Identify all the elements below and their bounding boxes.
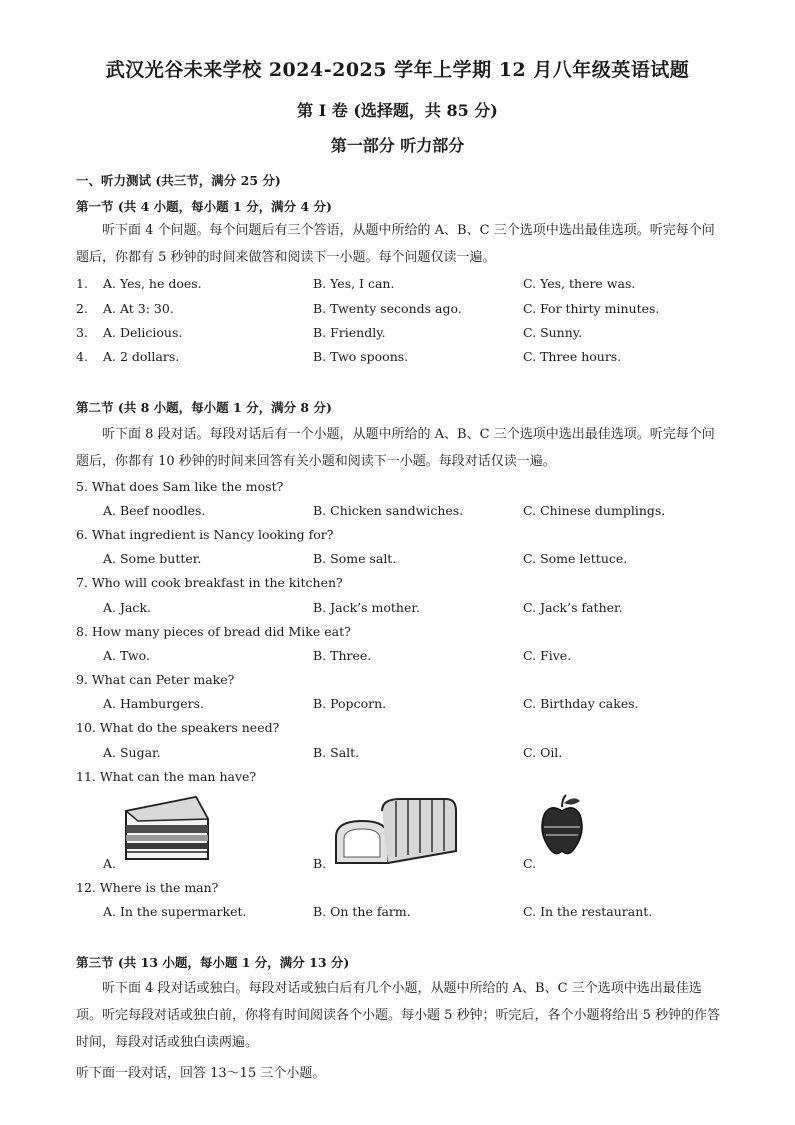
question-stem: 5. What does Sam like the most? (76, 479, 284, 494)
option-c: C. Oil. (523, 745, 563, 760)
option-c: C. For thirty minutes. (523, 301, 660, 316)
question-stem: 6. What ingredient is Nancy looking for? (76, 527, 334, 542)
question-row (76, 325, 726, 345)
option-a: A. Some butter. (103, 551, 202, 566)
option-a: A. Jack. (103, 600, 151, 615)
option-a: A. Beef noodles. (103, 503, 206, 518)
option-c-label: C. (523, 856, 537, 871)
option-row (103, 600, 723, 620)
option-b: B. Popcorn. (313, 696, 387, 711)
option-a: A. Delicious. (103, 325, 183, 340)
option-a: A. Two. (103, 648, 150, 663)
section2-heading: 第二节 (共 8 小题，每小题 1 分，满分 8 分) (76, 400, 332, 415)
option-row (103, 503, 723, 523)
section3-lead: 听下面一段对话，回答 13～15 三个小题。 (76, 1066, 326, 1081)
option-b: B. On the farm. (313, 904, 411, 919)
option-c: C. Birthday cakes. (523, 696, 639, 711)
option-b: B. Yes, I can. (313, 276, 395, 291)
option-a: A. Yes, he does. (103, 276, 202, 291)
option-c: C. Three hours. (523, 349, 622, 364)
option-b: B. Some salt. (313, 551, 397, 566)
option-b: B. Three. (313, 648, 372, 663)
option-c: C. Sunny. (523, 325, 583, 340)
question-stem: 8. How many pieces of bread did Mike eat? (76, 624, 351, 639)
question-stem: 7. Who will cook breakfast in the kitchen? (76, 575, 343, 590)
question-number: 4. (76, 349, 88, 364)
part-heading: 第一部分 听力部分 (330, 136, 465, 155)
option-a-label: A. (103, 856, 117, 871)
option-row (103, 904, 723, 924)
option-c: C. Yes, there was. (523, 276, 636, 291)
bread-loaf-icon (330, 795, 458, 867)
option-row (103, 696, 723, 716)
question-number: 1. (76, 276, 88, 291)
option-b-label: B. (313, 856, 327, 871)
option-row (103, 551, 723, 571)
volume-heading: 第 I 卷 (选择题，共 85 分) (297, 101, 498, 120)
option-a: A. Sugar. (103, 745, 161, 760)
section2-instructions: 听下面 8 段对话。每段对话后有一个小题，从题中所给的 A、B、C 三个选项中选出最佳选项。听完每个问题后，你都有 10 秒钟的时间来回答有关小题和阅读下一小题。每段对话仅读一遍。 (76, 427, 715, 469)
option-b: B. Salt. (313, 745, 360, 760)
sandwich-icon (124, 795, 210, 863)
option-a: A. 2 dollars. (103, 349, 180, 364)
option-c: C. Some lettuce. (523, 551, 628, 566)
question-stem: 12. Where is the man? (76, 880, 219, 895)
option-b: B. Chicken sandwiches. (313, 503, 464, 518)
question-stem: 10. What do the speakers need? (76, 720, 280, 735)
section1-instructions: 听下面 4 个问题。每个问题后有三个答语，从题中所给的 A、B、C 三个选项中选出最佳选项。听完每个问题后，你都有 5 秒钟的时间来做答和阅读下一小题。每个问题仅读一遍。 (76, 223, 715, 265)
question-number: 3. (76, 325, 88, 340)
option-b: B. Friendly. (313, 325, 386, 340)
section1-heading: 第一节 (共 4 小题，每小题 1 分，满分 4 分) (76, 199, 332, 214)
option-b: B. Twenty seconds ago. (313, 301, 462, 316)
option-a: A. Hamburgers. (103, 696, 204, 711)
option-c: C. In the restaurant. (523, 904, 653, 919)
question-stem: 11. What can the man have? (76, 769, 257, 784)
apple-icon (540, 793, 584, 857)
question-row (76, 301, 726, 321)
section3-heading: 第三节 (共 13 小题，每小题 1 分，满分 13 分) (76, 955, 350, 970)
option-c: C. Five. (523, 648, 572, 663)
option-b: B. Two spoons. (313, 349, 409, 364)
option-a: A. In the supermarket. (103, 904, 247, 919)
option-row (103, 745, 723, 765)
section3-instructions: 听下面 4 段对话或独白。每段对话或独白后有几个小题，从题中所给的 A、B、C 三个选项中选出最佳选项。听完每段对话或独白前，你将有时间阅读各个小题。每小题 5 秒钟；听完后，各个小题将给出 5 秒钟的作答时间，每段对话或独白读两遍。 (76, 981, 721, 1050)
question-row (76, 276, 726, 296)
option-c: C. Jack’s father. (523, 600, 623, 615)
question-stem: 9. What can Peter make? (76, 672, 235, 687)
question-row (76, 349, 726, 369)
option-b: B. Jack’s mother. (313, 600, 420, 615)
question-number: 2. (76, 301, 88, 316)
option-c: C. Chinese dumplings. (523, 503, 666, 518)
option-row (103, 648, 723, 668)
option-a: A. At 3: 30. (103, 301, 174, 316)
exam-title: 武汉光谷未来学校 2024-2025 学年上学期 12 月八年级英语试题 (105, 59, 690, 81)
section-main-heading: 一、听力测试 (共三节，满分 25 分) (76, 173, 281, 188)
